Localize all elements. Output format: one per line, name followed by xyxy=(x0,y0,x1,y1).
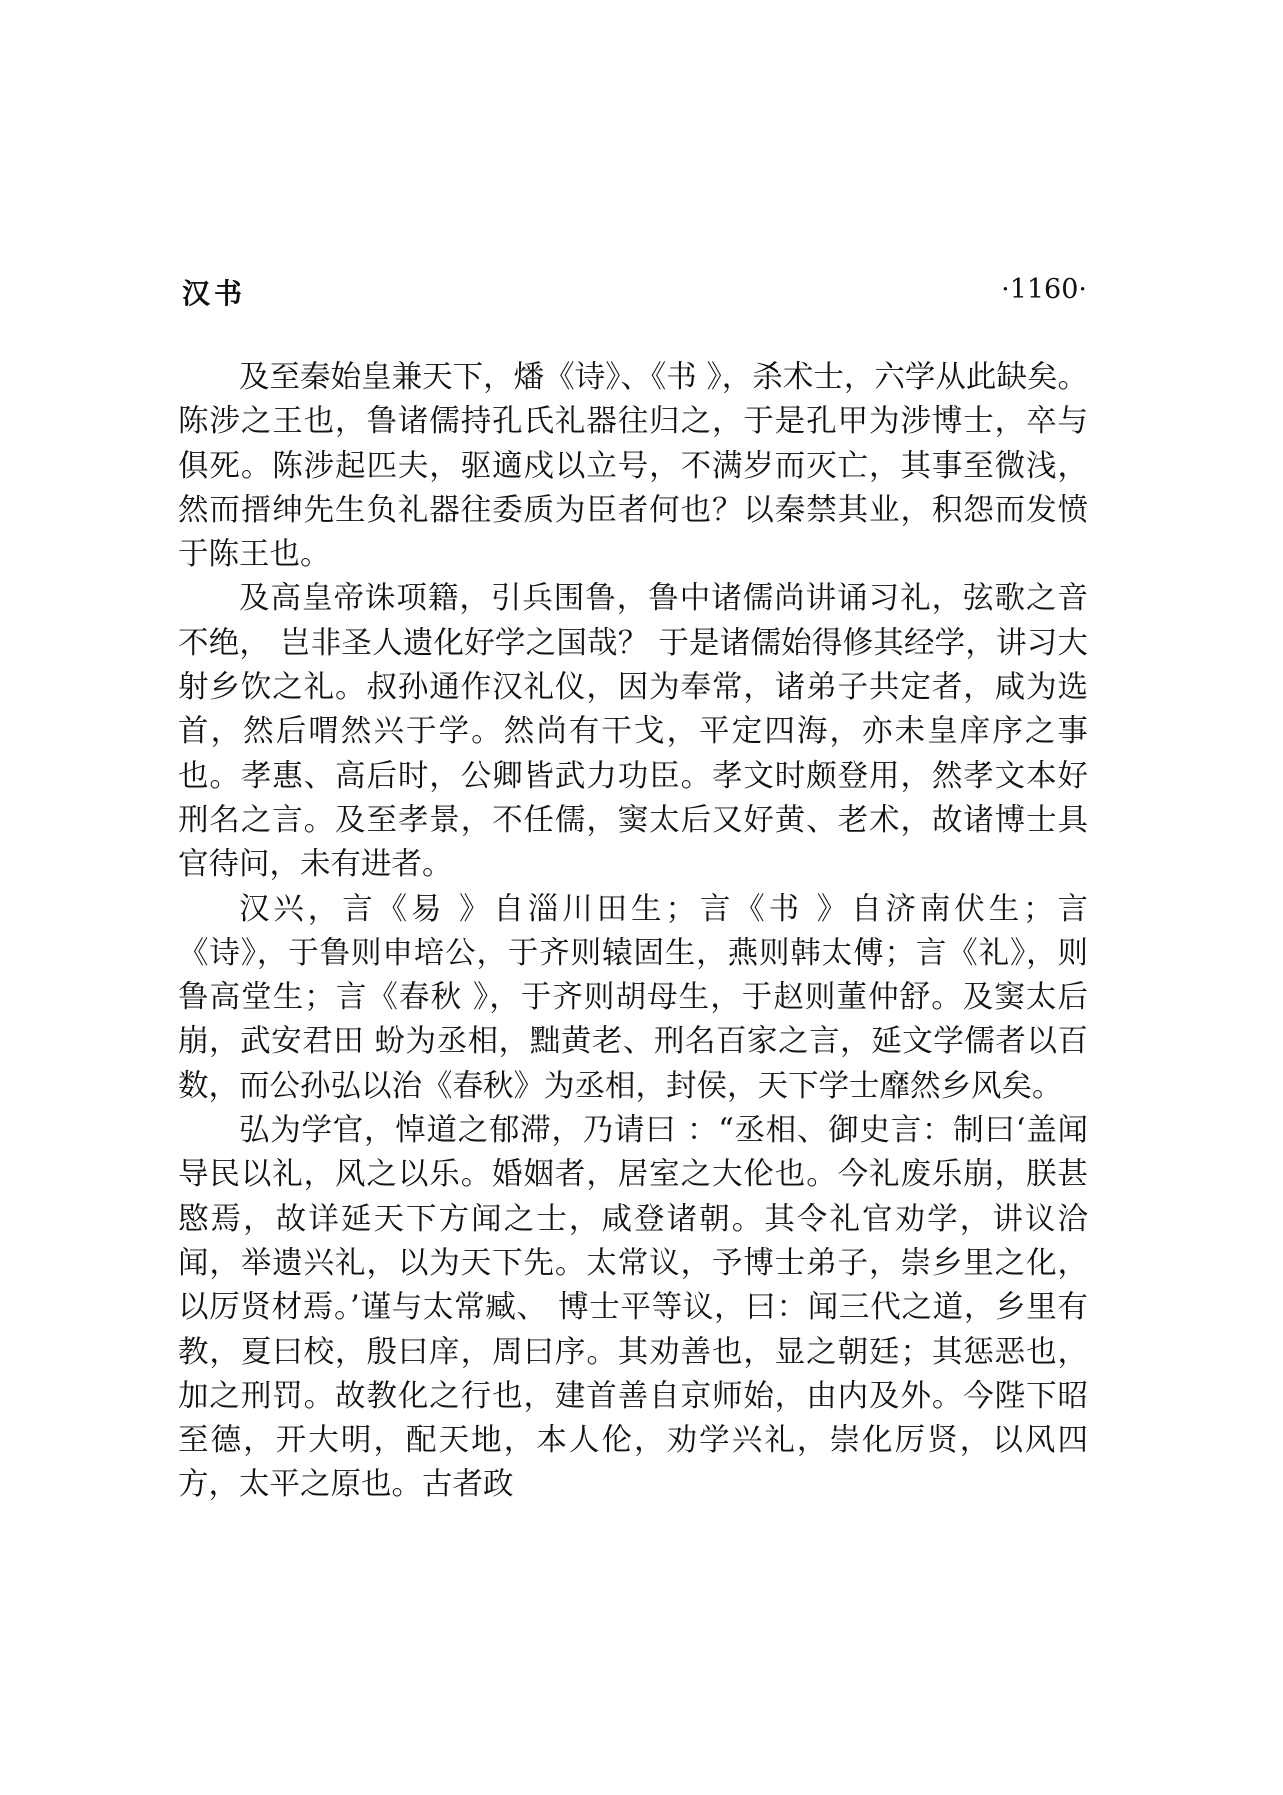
running-header xyxy=(182,272,1087,312)
page-number: ·1160· xyxy=(1001,274,1087,305)
paragraph: 汉兴，言《易 》自淄川田生；言《书 》自济南伏生；言《诗》，于鲁则申培公，于齐则辕固生，燕则韩太傅；言《礼》，则鲁高堂生；言《春秋 》，于齐则胡母生，于赵则董仲舒。及窦太后崩，武安君田 蚡为丞相，黜黄老、刑名百家之言，延文学儒者以百数，而公孙弘以治《春秋》为丞相，封侯，天下学士靡然乡风矣。 xyxy=(178,891,1088,1104)
paragraph: 弘为学官，悼道之郁滞，乃请曰 ：“丞相、御史言：制曰‘盖闻导民以礼，风之以乐。婚姻者，居室之大伦也。今礼废乐崩，朕甚愍焉，故详延天下方闻之士，咸登诸朝。其令礼官劝学，讲议洽闻，举遗兴礼，以为天下先。太常议，予博士弟子，崇乡里之化，以厉贤材焉。’谨与太常臧、 博士平等议，曰：闻三代之道，乡里有教，夏曰校，殷曰庠，周曰序。其劝善也，显之朝廷；其惩恶也，加之刑罚。故教化之行也，建首善自京师始，由内及外。今陛下昭至德，开大明，配天地，本人伦，劝学兴礼，崇化厉贤，以风四方，太平之原也。古者政 xyxy=(178,1113,1088,1503)
body-text xyxy=(178,356,1088,1508)
paragraph: 及至秦始皇兼天下，燔《诗》、《书 》，杀术士，六学从此缺矣。陈涉之王也，鲁诸儒持孔氏礼器往归之，于是孔甲为涉博士，卒与俱死。陈涉起匹夫，驱適戍以立号，不满岁而灭亡，其事至微浅，然而搢绅先生负礼器往委质为臣者何也？以秦禁其业，积怨而发愤于陈王也。 xyxy=(178,360,1088,573)
book-title: 汉书 xyxy=(182,277,247,310)
paragraph: 及高皇帝诛项籍，引兵围鲁，鲁中诸儒尚讲诵习礼，弦歌之音不绝， 岂非圣人遗化好学之国哉？ 于是诸儒始得修其经学，讲习大射乡饮之礼。叔孙通作汉礼仪，因为奉常，诸弟子共定者，咸为选首，然后喟然兴于学。然尚有干戈，平定四海，亦未皇庠序之事也。孝惠、高后时，公卿皆武力功臣。孝文时颇登用，然孝文本好刑名之言。及至孝景，不任儒，窦太后又好黄、老术，故诸博士具官待问，未有进者。 xyxy=(178,581,1088,883)
